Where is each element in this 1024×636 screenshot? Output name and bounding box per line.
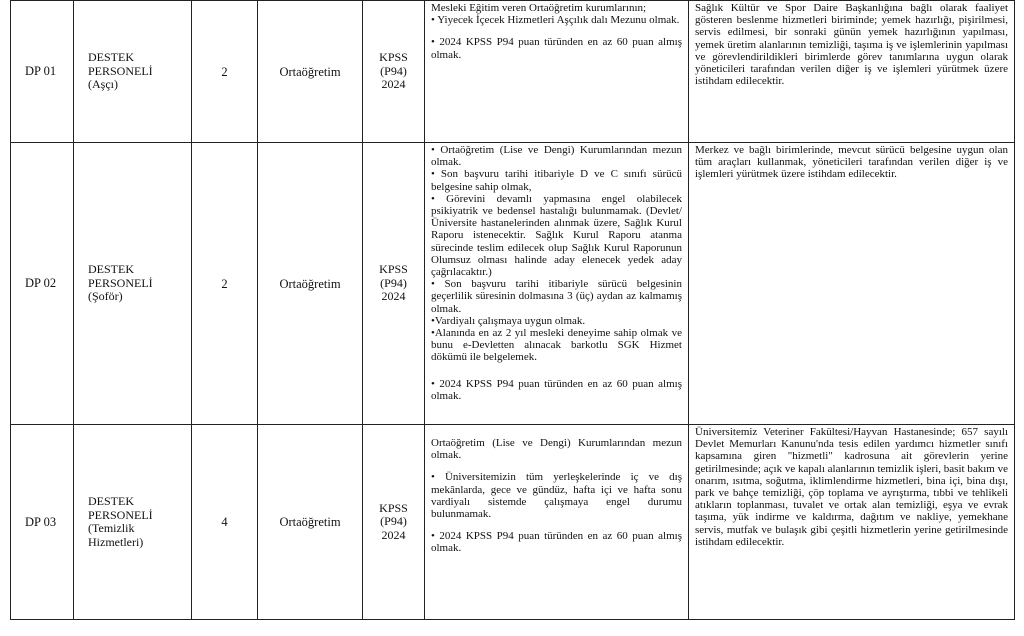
education-level: Ortaöğretim: [258, 425, 363, 620]
exam-score-type: (P94): [380, 275, 407, 290]
requirement-item: • Üniversitemizin tüm yerleşkelerinde iç ve dış mekânlarda, gece ve gündüz, hafta içi ve hafta sonu vardiyalı sistemde çalışmaya engel durumu bulunmamak.: [431, 471, 682, 521]
job-description: Üniversitemiz Veteriner Fakültesi/Hayvan Hastanesinde; 657 sayılı Devlet Memurları Kanunu'nda tesis edilen yardımcı hizmetler sınıfı kapsamına giren "hizmetli" kadrosuna ait görevlerin yerine getirilmesinde; açık ve kapalı alanlarının temizlik işleri, basit bakım ve onarım, ısıtma, soğutma, iklimlendirme hizmetleri, bina içi, bina dışı, park ve bahçe temizliği, çöp toplama ve ayrıştırma, tıbbi ve tehlikeli atıkların toplanması, tuvalet ve ortak alan temizliği, eşya ve evrak taşıma, yük indirme ve kaldırma, dağıtım ve nakliye, yemekhane servis, mutfak ve bulaşık gibi çeşitli hizmetlerin yerine getirilmesinde istihdam edilecektir.: [689, 425, 1015, 620]
title-subline: (Aşçı): [88, 77, 118, 92]
requirement-item: • 2024 KPSS P94 puan türünden en az 60 puan almış olmak.: [431, 377, 682, 402]
title-line: DESTEK: [88, 494, 134, 508]
requirement-item: • 2024 KPSS P94 puan türünden en az 60 puan almış olmak.: [431, 36, 682, 61]
requirements-cell: [425, 425, 689, 620]
requirement-item: Mesleki Eğitim veren Ortaöğretim kurumlarının;: [431, 2, 647, 14]
exam-type: [363, 425, 425, 620]
title-line: DESTEK PERSONELİ: [88, 50, 153, 78]
title-subline: (Şoför): [88, 289, 123, 304]
position-code: DP 03: [11, 425, 74, 620]
positions-table: [10, 0, 1015, 620]
exam-type: [363, 1, 425, 143]
title-subline: (Temizlik Hizmetleri): [88, 521, 144, 549]
exam-year: 2024: [381, 289, 406, 304]
requirements-cell: [425, 143, 689, 425]
requirement-item: • 2024 KPSS P94 puan türünden en az 60 puan almış olmak.: [431, 530, 682, 555]
requirement-item: • Son başvuru tarihi itibariyle sürücü belgesinin geçerlilik süresinin dolmasına 3 (üç) aydan az kalmamış olmak.: [431, 278, 682, 315]
exam-name: KPSS: [379, 500, 408, 515]
title-line: PERSONELİ: [88, 507, 153, 522]
table-row: [11, 1, 1015, 143]
table-row: [11, 143, 1015, 425]
exam-name: KPSS: [379, 262, 408, 277]
exam-score-type: (P94): [380, 63, 407, 78]
requirement-item: • Yiyecek İçecek Hizmetleri Aşçılık dalı Mezunu olmak.: [431, 14, 680, 27]
title-line: DESTEK PERSONELİ: [88, 262, 153, 290]
requirements-cell: [425, 1, 689, 143]
requirement-item: • Ortaöğretim (Lise ve Dengi) Kurumlarından mezun olmak.: [431, 144, 682, 169]
position-title: [74, 1, 192, 143]
education-level: Ortaöğretim: [258, 1, 363, 143]
requirement-item: • Son başvuru tarihi itibariyle D ve C sınıfı sürücü belgesine sahip olmak,: [431, 168, 682, 193]
requirement-item: •Vardiyalı çalışmaya uygun olmak.: [431, 314, 586, 327]
exam-type: [363, 143, 425, 425]
requirement-item: • Görevini devamlı yapmasına engel olabilecek psikiyatrik ve bedensel hastalığı bulunmamak. (Devlet/Üniversite hastanelerinden alınmak üzere, Sağlık Kurul Raporu istenecektir. Sağlık Kurul Raporu atanma sürecinde teslim edilecek olup Sağlık Kurul Raporunun Olumsuz olması halinde aday elenecek yedek aday çağrılacaktır.): [431, 192, 682, 279]
position-code: DP 01: [11, 1, 74, 143]
job-description: Merkez ve bağlı birimlerinde, mevcut sürücü belgesine uygun olan tüm araçları kullanmak, yöneticileri tarafından verilen diğer iş ve işlemleri yürütmek üzere istihdam edilecektir.: [689, 143, 1015, 425]
table-row: [11, 425, 1015, 620]
exam-name: KPSS: [379, 50, 408, 65]
position-code: DP 02: [11, 143, 74, 425]
requirement-item: Ortaöğretim (Lise ve Dengi) Kurumlarından mezun olmak.: [431, 437, 682, 462]
exam-year: 2024: [381, 77, 406, 92]
position-count: 4: [192, 425, 258, 620]
education-level: Ortaöğretim: [258, 143, 363, 425]
position-count: 2: [192, 143, 258, 425]
position-count: 2: [192, 1, 258, 143]
exam-year: 2024: [381, 527, 406, 542]
exam-score-type: (P94): [380, 514, 407, 529]
position-title: [74, 425, 192, 620]
job-description: Sağlık Kültür ve Spor Daire Başkanlığına bağlı olarak faaliyet gösteren beslenme hizmetleri biriminde; yemek hazırlığı, pişirilmesi, servis edilmesi, bir sonraki günün yemek hazırlığının yapılması, yemek üretim alanlarının temizliği, taşıma iş ve işlemlerinin yapılması ve görevlendirildikleri birimlerde görev tanımlarına uygun olarak yöneticileri tarafından verilen diğer iş ve işlemleri yürütmek üzere istihdam edilecektir.: [689, 1, 1015, 143]
requirement-item: •Alanında en az 2 yıl mesleki deneyime sahip olmak ve bunu e-Devletten alınacak barkotlu SGK Hizmet dökümü ile belgelemek.: [431, 327, 682, 364]
position-title: [74, 143, 192, 425]
